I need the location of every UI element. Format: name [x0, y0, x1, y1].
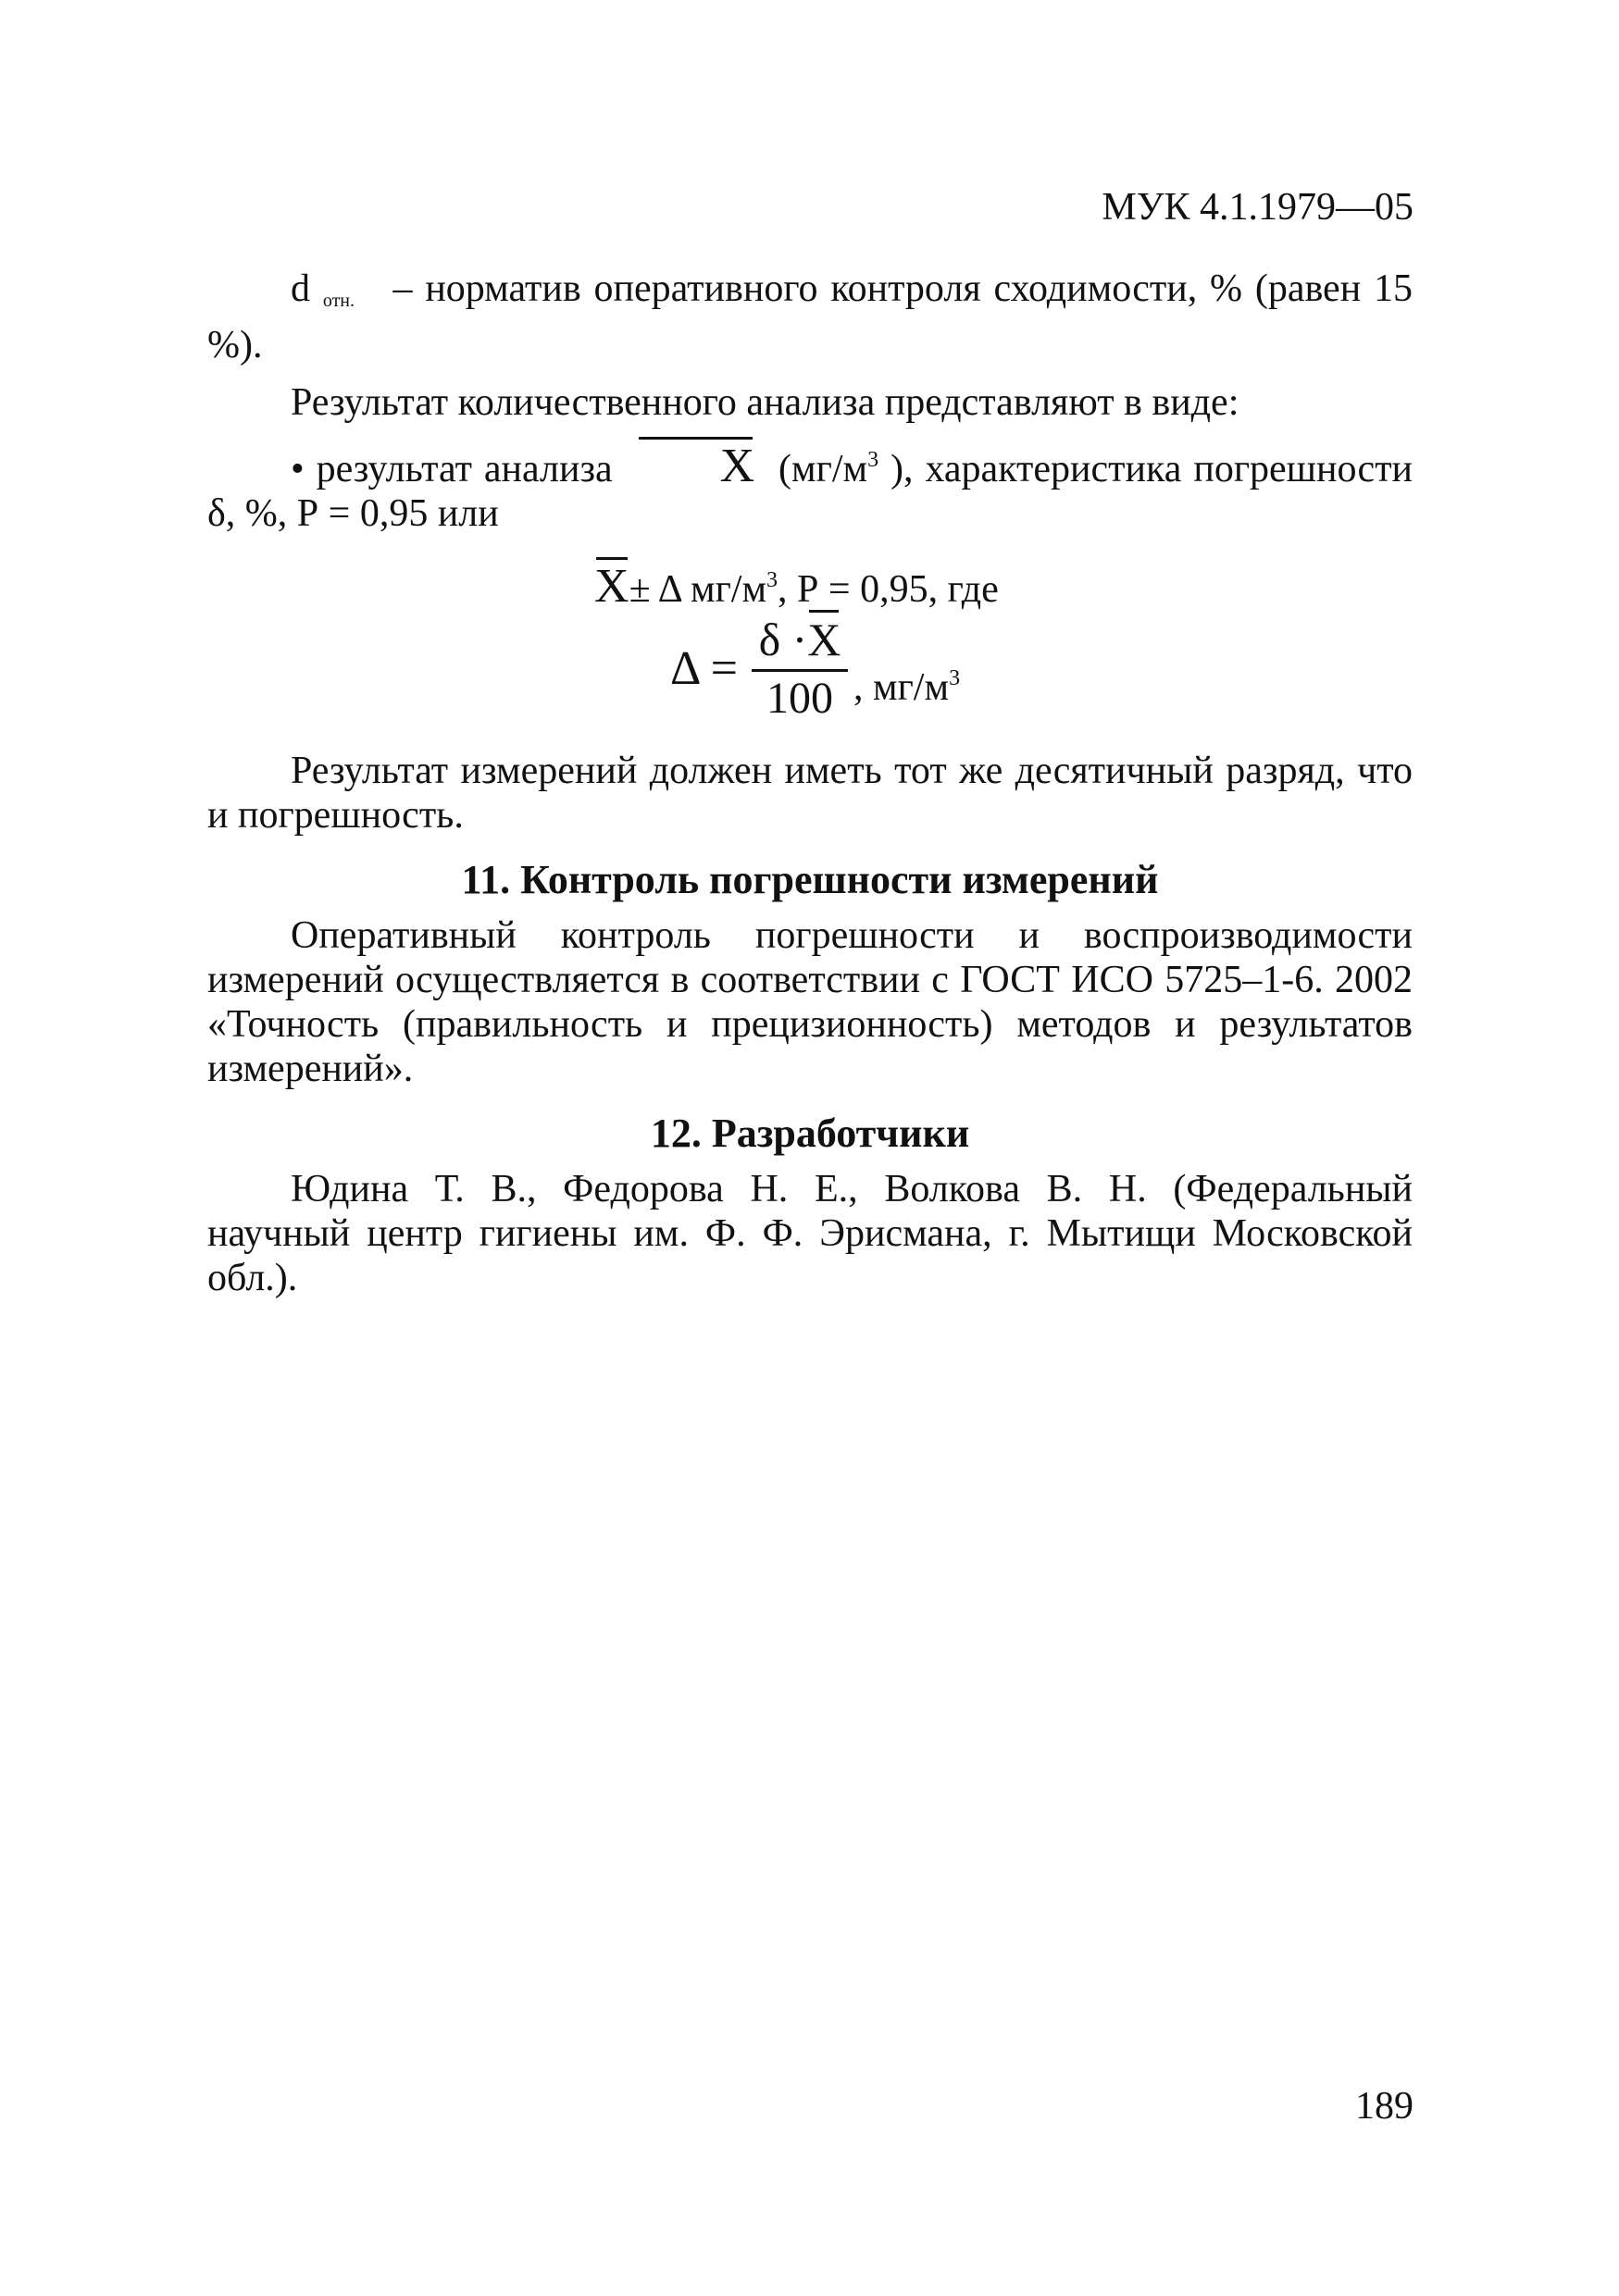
fraction-denominator: 100 [766, 674, 833, 723]
formula-delta-definition [207, 614, 1413, 730]
formula1-sup: 3 [766, 568, 778, 592]
result-intro-paragraph: Результат количественного анализа представляют в виде: [291, 381, 1239, 424]
delta-unit [853, 656, 960, 710]
result-note-paragraph: Результат измерений должен иметь тот же десятичный разряд, что и погрешность. [207, 750, 1413, 837]
running-header: МУК 4.1.1979—05 [1102, 186, 1414, 229]
formula1-x-mean: X [594, 560, 629, 613]
section-12-heading: 12. Разработчики [650, 1111, 970, 1156]
formula1-pm-delta: ± Δ мг/м [629, 568, 767, 611]
d-definition-paragraph [207, 267, 1413, 367]
numerator-x-mean: X [807, 614, 841, 665]
delta-fraction [752, 614, 848, 724]
bullet-paragraph [207, 438, 1413, 536]
section-11-text: Оперативный контроль погрешности и воспроизводимости измерений осуществляется в соответствии с ГОСТ ИСО 5725–1-6. 2002 «Точность (правильность и прецизионность) методов и результатов измерений». [207, 914, 1413, 1090]
section-12-text: Юдина Т. В., Федорова Н. Е., Волкова В. Н. (Федеральный научный центр гигиены им. Ф. Ф. Эрисмана, г. Мытищи Московской обл.). [207, 1168, 1413, 1299]
page-number: 189 [1355, 2085, 1414, 2128]
bullet-unit-sup: 3 [867, 448, 879, 472]
fraction-bar [752, 669, 848, 672]
d-symbol: d [291, 267, 310, 310]
delta-lhs: Δ = [670, 642, 738, 695]
bullet-rest: ), характеристика погрешности δ, %, Р = 0,95 или [207, 448, 1414, 535]
numerator-delta: δ · [758, 614, 808, 665]
formula-x-pm-delta [207, 545, 1413, 612]
section-11-heading: 11. Контроль погрешности измерений [461, 857, 1159, 902]
bullet-unit-open: (мг/м [778, 448, 868, 490]
d-subscript: отн. [322, 291, 355, 311]
delta-unit-text: , мг/м [853, 666, 950, 709]
fraction-numerator [752, 614, 848, 665]
delta-unit-sup: 3 [949, 666, 961, 690]
bullet-prefix: • результат анализа [291, 448, 613, 490]
x-mean-symbol: X [637, 441, 755, 489]
page-content [207, 176, 1413, 1300]
d-definition-text: – норматив оперативного контроля сходимости, % (равен 15 %). [207, 267, 1414, 366]
formula1-tail: , Р = 0,95, где [778, 568, 999, 611]
